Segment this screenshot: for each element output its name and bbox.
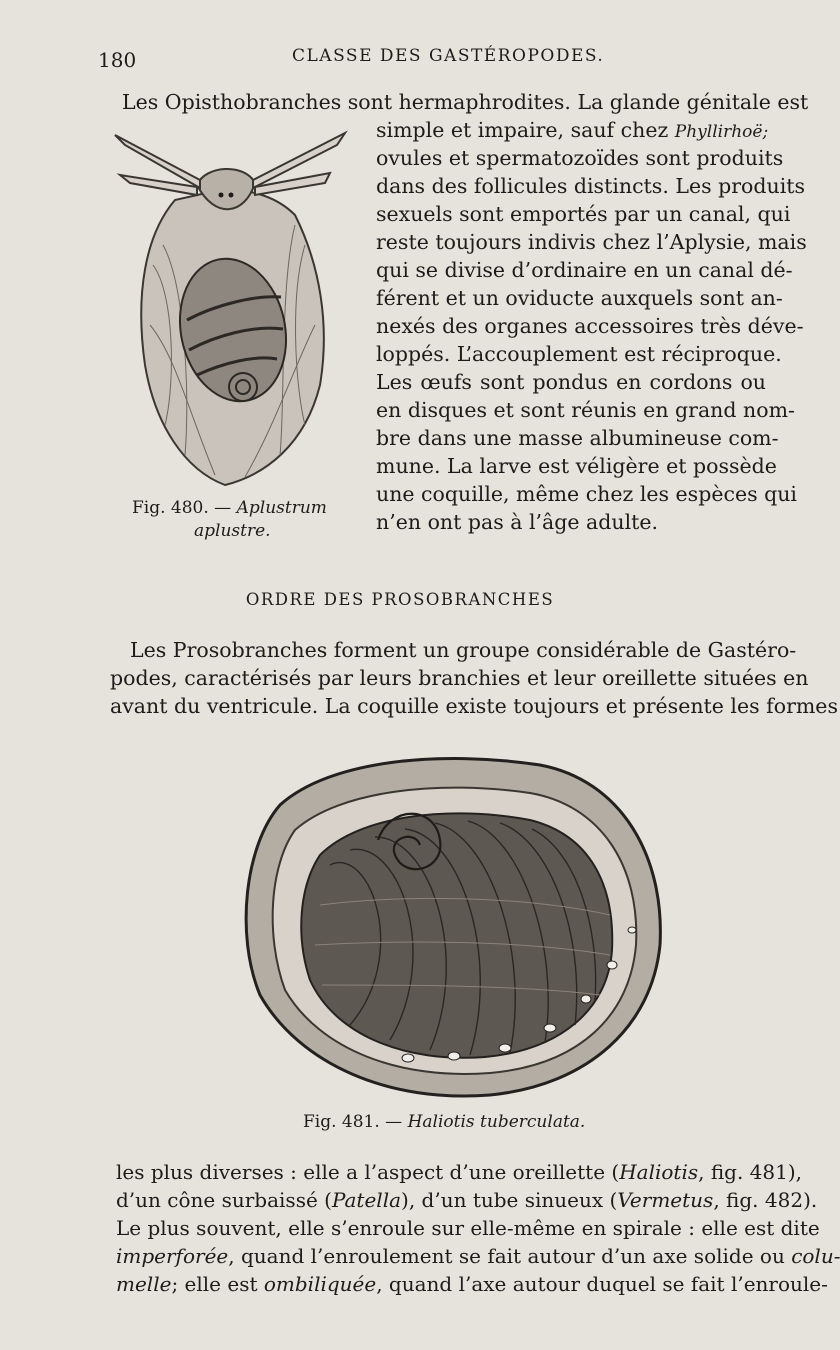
text-span: , quand l’enroulement se fait autour d’un axe solide ou	[228, 1244, 785, 1268]
section-title: ORDRE DES PROSOBRANCHES	[245, 590, 555, 609]
text-line: avant du ventricule. La coquille existe toujours et présente les formes	[110, 694, 838, 718]
figure-481-caption-prefix: Fig. 481. —	[303, 1112, 403, 1132]
figure-480-illustration	[105, 125, 355, 495]
text-line: n’en ont pas à l’âge adulte.	[376, 510, 659, 534]
text-line: reste toujours indivis chez l’Aplysie, mais	[376, 230, 807, 254]
text-line: qui se divise d’ordinaire en un canal dé-	[376, 258, 793, 282]
text-line: podes, caractérisés par leurs branchies et leur oreillette situées en	[110, 666, 809, 690]
text-line: férent et un oviducte auxquels sont an-	[376, 286, 783, 310]
text-line: bre dans une masse albumineuse com-	[376, 426, 779, 450]
text-line: une coquille, même chez les espèces qui	[376, 482, 797, 506]
genus-vermetus: Vermetus	[617, 1188, 714, 1212]
text-line	[116, 1242, 840, 1270]
text-line	[116, 1158, 803, 1186]
term-columelle-end: melle	[116, 1272, 172, 1296]
species-name-phyllirhoe: Phyllirhoë;	[674, 122, 769, 142]
figure-480-caption-line2	[194, 521, 271, 541]
figure-481-caption-species: Haliotis tuberculata.	[407, 1112, 586, 1132]
running-title: CLASSE DES GASTÉROPODES.	[292, 46, 605, 66]
text-line	[376, 116, 769, 146]
text-span: , fig. 481),	[698, 1160, 803, 1184]
term-imperforee: imperforée	[116, 1244, 229, 1268]
term-ombiliquee: ombiliquée	[263, 1272, 377, 1296]
text-line: mune. La larve est véligère et possède	[376, 454, 777, 478]
text-line	[116, 1270, 828, 1298]
text-line: sexuels sont emportés par un canal, qui	[376, 202, 791, 226]
text-span: d’un cône surbaissé (	[116, 1188, 332, 1212]
term-columelle: colu-	[791, 1244, 840, 1268]
text-span: ; elle est	[171, 1272, 258, 1296]
text-span: ), d’un tube sinueux (	[401, 1188, 618, 1212]
figure-481-illustration	[240, 745, 670, 1105]
genus-haliotis: Haliotis	[619, 1160, 699, 1184]
text-span: simple et impaire, sauf chez	[376, 118, 669, 142]
text-span: les plus diverses : elle a l’aspect d’une oreillette (	[116, 1160, 620, 1184]
text-line: Les Opisthobranches sont hermaphrodites. La glande génitale est	[122, 90, 809, 114]
text-line: loppés. L’accouplement est réciproque.	[376, 342, 782, 366]
figure-480-caption-species-2: aplustre.	[194, 521, 271, 541]
figure-480-caption	[132, 498, 327, 518]
figure-480-caption-prefix: Fig. 480. —	[132, 498, 232, 518]
text-span: , fig. 482).	[713, 1188, 818, 1212]
text-line: Les œufs sont pondus en cordons ou	[376, 370, 766, 394]
text-line: Le plus souvent, elle s’enroule sur elle-même en spirale : elle est dite	[116, 1216, 820, 1240]
text-line	[116, 1186, 818, 1214]
text-line: en disques et sont réunis en grand nom-	[376, 398, 795, 422]
text-line: dans des follicules distincts. Les produits	[376, 174, 806, 198]
text-span: , quand l’axe autour duquel se fait l’enroule-	[376, 1272, 828, 1296]
text-line: ovules et spermatozoïdes sont produits	[376, 146, 784, 170]
text-line: nexés des organes accessoires très déve-	[376, 314, 804, 338]
page-number: 180	[98, 48, 137, 72]
text-line: Les Prosobranches forment un groupe considérable de Gastéro-	[130, 638, 797, 662]
figure-480-caption-species-1: Aplustrum	[236, 498, 327, 518]
page-header	[0, 40, 800, 70]
genus-patella: Patella	[331, 1188, 402, 1212]
figure-481-caption	[303, 1112, 585, 1132]
